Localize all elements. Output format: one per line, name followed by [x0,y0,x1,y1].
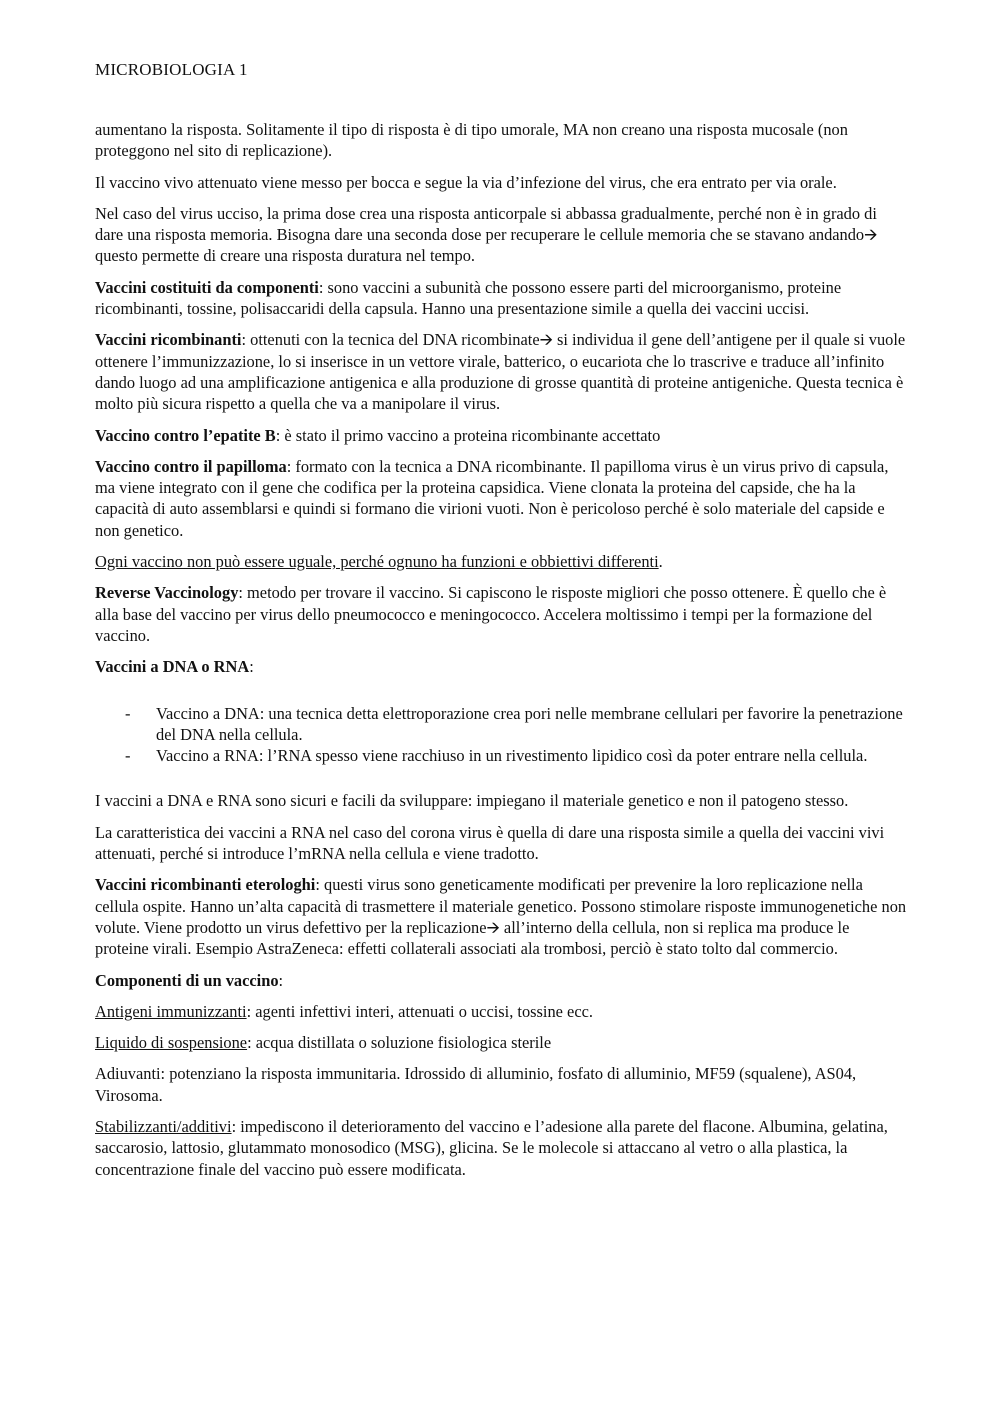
underlined-text: Liquido di sospensione [95,1033,248,1053]
dash-bullet: - [125,703,131,723]
paragraph-text: : [249,657,254,677]
paragraph [95,1001,907,1022]
paragraph [95,277,907,320]
list-item [95,703,907,746]
paragraph [95,656,907,677]
paragraph-text: : sono vaccini a subunità che possono essere parti del microorganismo, proteine ricombinanti, tossine, polisaccaridi della capsula. Hanno una presentazione simile a quella dei vaccini uccisi. [95,277,842,319]
bold-term: Vaccini a DNA o RNA [95,657,250,677]
bold-term: Componenti di un vaccino [95,970,279,990]
paragraph-text: : è stato il primo vaccino a proteina ricombinante accettato [275,425,661,445]
bold-term: Vaccini costituiti da componenti [95,277,319,297]
paragraph [95,1032,907,1053]
bold-term: Vaccini ricombinanti [95,330,242,350]
paragraph [95,874,907,959]
paragraph [95,582,907,646]
paragraph [95,329,907,414]
paragraph-text: : ottenuti con la tecnica del DNA ricombinate🡪 si individua il gene dell’antigene per il quale si vuole ottenere l’immunizzazione, lo si inserisce in un vettore virale, batterico, o eucariota che lo trascrive e traduce all’infinito dando luogo ad una amplificazione antigenica e alla produzione di grosse quantità di proteine antigeniche. Questa tecnica è molto più sicura rispetto a quella che va a manipolare il virus. [95,330,906,414]
document-body [95,119,907,1190]
paragraph [95,551,907,572]
paragraph-text: : metodo per trovare il vaccino. Si capiscono le risposte migliori che posso ottenere. È quello che è alla base del vaccino per virus dello pneumococco e meningococco. Accelera moltissimo i tempi per la formazione del vaccino. [95,583,887,645]
underlined-text: Stabilizzanti/additivi [95,1116,232,1136]
paragraph-text: : questi virus sono geneticamente modificati per prevenire la loro replicazione nella cellula ospite. Hanno un’alta capacità di trasmettere il materiale genetico. Possono stimolare risposte immunogenetiche non volute. Viene prodotto un virus defettivo per la replicazione🡪 all’interno della cellula, non si replica ma produce le proteine virali. Esempio AstraZeneca: effetti collaterali associati ala trombosi, perciò è stato tolto dal commercio. [95,875,907,959]
paragraph [95,456,907,541]
paragraph-text: : [278,970,284,990]
dash-list [95,703,907,767]
paragraph [95,970,907,991]
list-item-text: Vaccino a DNA: una tecnica detta elettroporazione crea pori nelle membrane cellulari per favorire la penetrazione del DNA nella cellula. [156,703,903,744]
paragraph: Adiuvanti: potenziano la risposta immunitaria. Idrossido di alluminio, fosfato di alluminio, MF59 (squalene), AS04, Virosoma. [95,1064,857,1105]
paragraph-text: : impediscono il deterioramento del vaccino e l’adesione alla parete del flacone. Albumina, gelatina, saccarosio, lattosio, glutammato monosodico (MSG), glicina. Se le molecole si attaccano al vetro o alla plastica, la concentrazione finale del vaccino può essere modificata. [95,1116,888,1179]
paragraph-text: . [658,552,663,572]
bold-term: Vaccino contro il papilloma [95,456,287,476]
paragraph: I vaccini a DNA e RNA sono sicuri e facili da sviluppare: impiegano il materiale genetico e non il patogeno stesso. [95,791,849,811]
paragraph [95,1116,907,1180]
underlined-text: Antigeni immunizzanti [95,1001,247,1021]
bold-term: Vaccino contro l’epatite B [95,425,276,445]
page-header: MICROBIOLOGIA 1 [95,60,248,79]
paragraph: Il vaccino vivo attenuato viene messo per bocca e segue la via d’infezione del virus, che era entrato per via orale. [95,172,837,192]
bold-term: Vaccini ricombinanti eterologhi [95,875,316,895]
list-item [95,745,907,766]
paragraph-text: : agenti infettivi interi, attenuati o uccisi, tossine ecc. [246,1001,593,1021]
list-item-text: Vaccino a RNA: l’RNA spesso viene racchiuso in un rivestimento lipidico così da poter entrare nella cellula. [156,746,868,766]
bold-term: Reverse Vaccinology [95,583,239,603]
paragraph: La caratteristica dei vaccini a RNA nel caso del corona virus è quella di dare una risposta simile a quella dei vaccini vivi attenuati, perché si introduce l’mRNA nella cellula e viene tradotto. [95,822,885,864]
dash-bullet: - [125,746,131,766]
paragraph: Nel caso del virus ucciso, la prima dose crea una risposta anticorpale si abbassa gradualmente, perché non è in grado di dare una risposta memoria. Bisogna dare una seconda dose per recuperare le cellule memoria che se stavano andando🡪 questo permette di creare una risposta duratura nel tempo. [95,203,878,266]
paragraph-text: : formato con la tecnica a DNA ricombinante. Il papilloma virus è un virus privo di capsula, ma viene integrato con il gene che codifica per la proteina capsidica. Viene clonata la proteina del capside, che ha la capacità di auto assemblarsi e quindi si formano die virioni vuoti. Non è pericoloso perché è solo materiale del capside e non genetico. [95,456,889,540]
paragraph-text: : acqua distillata o soluzione fisiologica sterile [247,1033,552,1053]
paragraph: aumentano la risposta. Solitamente il tipo di risposta è di tipo umorale, MA non creano una risposta mucosale (non proteggono nel sito di replicazione). [95,120,848,161]
underlined-text: Ogni vaccino non può essere uguale, perché ognuno ha funzioni e obbiettivi differenti [95,552,659,572]
paragraph [95,425,907,446]
